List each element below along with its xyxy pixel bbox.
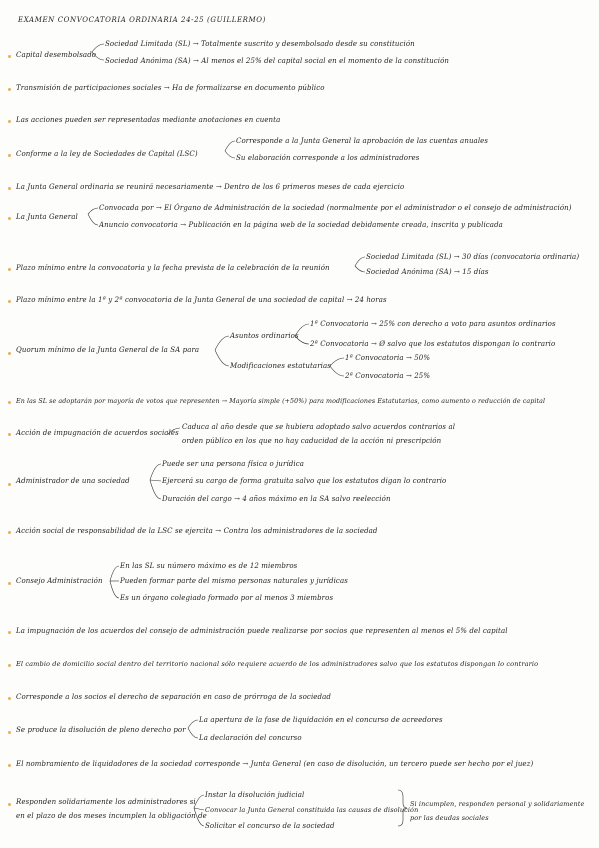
consejo-colegiado: Es un órgano colegiado formado por al menos 3 miembros [120,594,334,602]
bullet [8,352,11,355]
bullet [8,401,11,404]
fase-liquidacion: La apertura de la fase de liquidación en el concurso de acreedores [199,716,443,724]
solicitar-concurso: Solicitar el concurso de la sociedad [205,822,335,830]
lsc-label: Conforme a la ley de Sociedades de Capital (LSC) [16,150,198,158]
bullet [8,697,11,700]
bullet [8,217,11,220]
bullet [8,88,11,91]
bullet [8,664,11,667]
bullet [8,120,11,123]
declaracion-concurso: La declaración del concurso [199,734,302,742]
estatutarias-2a: 2ª Convocatoria → 25% [345,372,431,380]
bullet [8,268,11,271]
lsc-elaboracion: Su elaboración corresponde a los administradores [236,154,420,162]
lsc-aprobacion: Corresponde a la Junta General la aprobación de las cuentas anuales [236,137,489,145]
plazo-minimo-label: Plazo mínimo entre la convocatoria y la fecha prevista de la celebración de la reunión [16,264,330,272]
bullet [8,300,11,303]
convocada-por: Convocada por → El Órgano de Administración de la sociedad (normalmente por el administrador o el consejo de administración) [99,204,572,212]
domicilio-note: El cambio de domicilio social dentro del territorio nacional sólo requiere acuerdo de los administradores salvo que los estatutos dispongan lo contrario [16,660,539,668]
bullet [8,483,11,486]
consejo-label: Consejo Administración [16,577,103,585]
bullet [8,187,11,190]
caduca-note: Caduca al año desde que se hubiera adoptado salvo acuerdos contrarios al [182,423,456,431]
instar-disolucion: Instar la disolución judicial [205,791,305,799]
anuncio-convocatoria: Anuncio convocatoria → Publicación en la página web de la sociedad debidamente creada, inscrita y publicada [99,221,503,229]
sa-capital: Sociedad Anónima (SA) → Al menos el 25% del capital social en el momento de la constitución [105,57,449,65]
responsabilidad-2: por las deudas sociales [410,814,489,822]
sl-mayoria-note: En las SL se adoptarán por mayoría de votos que representen → Mayoría simple (+50%) para modificaciones Estatutarias, como aumento o reducción de capital [16,398,546,405]
cargo-gratuito: Ejercerá su cargo de forma gratuita salvo que los estatutos digan lo contrario [162,477,447,485]
duracion-cargo: Duración del cargo → 4 años máximo en la SA salvo reelección [162,495,391,503]
bullet [8,531,11,534]
asuntos-ordinarios: Asuntos ordinarios [230,332,299,340]
impugnacion-consejo-note: La impugnación de los acuerdos del consejo de administración puede realizarse por socios que representen al menos el 5% del capital [16,627,508,635]
ordinarios-1a: 1ª Convocatoria → 25% con derecho a voto para asuntos ordinarios [310,320,556,328]
plazo-sl: Sociedad Limitada (SL) → 30 días (convocatoria ordinaria) [366,253,580,261]
modificaciones-estatutarias: Modificaciones estatutarias [230,362,331,370]
orden-publico-note: orden público en los que no hay caducidad de la acción ni prescripción [182,437,442,445]
bullet [8,803,11,806]
disolucion-label: Se produce la disolución de pleno derecho por [16,726,186,734]
bullet [8,631,11,634]
junta-general-label: La Junta General [16,213,78,221]
bullet [8,154,11,157]
separacion-note: Corresponde a los socios el derecho de separación en caso de prórroga de la sociedad [16,693,331,701]
administrador-label: Administrador de una sociedad [16,477,130,485]
responsabilidad-1: Si incumplen, responden personal y solidariamente [410,800,585,808]
ordinarios-2a: 2ª Convocatoria → Ø salvo que los estatutos dispongan lo contrario [310,340,556,348]
consejo-maximo: En las SL su número máximo es de 12 miembros [120,562,298,570]
plazo-convocatorias-note: Plazo mínimo entre la 1ª y 2ª convocatoria de la Junta General de una sociedad de capital → 24 horas [16,296,387,304]
responden-label-2: en el plazo de dos meses incumplen la obligación de [16,812,207,820]
bullet [8,55,11,58]
junta-ordinaria-note: La Junta General ordinaria se reunirá necesariamente → Dentro de los 6 primeros meses de cada ejercicio [16,183,405,191]
convocar-junta: Convocar la Junta General constituida las causas de disolución [205,806,419,814]
transmision-note: Transmisión de participaciones sociales → Ha de formalizarse en documento público [16,84,325,92]
acciones-note: Las acciones pueden ser representadas mediante anotaciones en cuenta [16,116,281,124]
bullet [8,764,11,767]
bullet [8,731,11,734]
consejo-personas: Pueden formar parte del mismo personas naturales y jurídicas [120,577,348,585]
estatutarias-1a: 1ª Convocatoria → 50% [345,354,431,362]
capital-label: Capital desembolsado [16,51,97,59]
quorum-label: Quorum mínimo de la Junta General de la SA para [16,346,200,354]
plazo-sa: Sociedad Anónima (SA) → 15 días [366,268,489,276]
bullet [8,433,11,436]
sl-capital: Sociedad Limitada (SL) → Totalmente suscrito y desembolsado desde su constitución [105,40,415,48]
persona-fisica-juridica: Puede ser una persona física o jurídica [162,460,305,468]
accion-social-note: Acción social de responsabilidad de la LSC se ejercita → Contra los administradores de la sociedad [16,527,378,535]
page-title: EXAMEN CONVOCATORIA ORDINARIA 24-25 (GUILLERMO) [18,16,266,24]
impugnacion-label: Acción de impugnación de acuerdos sociales [16,429,179,437]
liquidadores-note: El nombramiento de liquidadores de la sociedad corresponde → Junta General (en caso de disolución, un tercero puede ser hecho por el juez) [16,760,534,768]
responden-label-1: Responden solidariamente los administradores si [16,798,196,806]
bullet [8,582,11,585]
